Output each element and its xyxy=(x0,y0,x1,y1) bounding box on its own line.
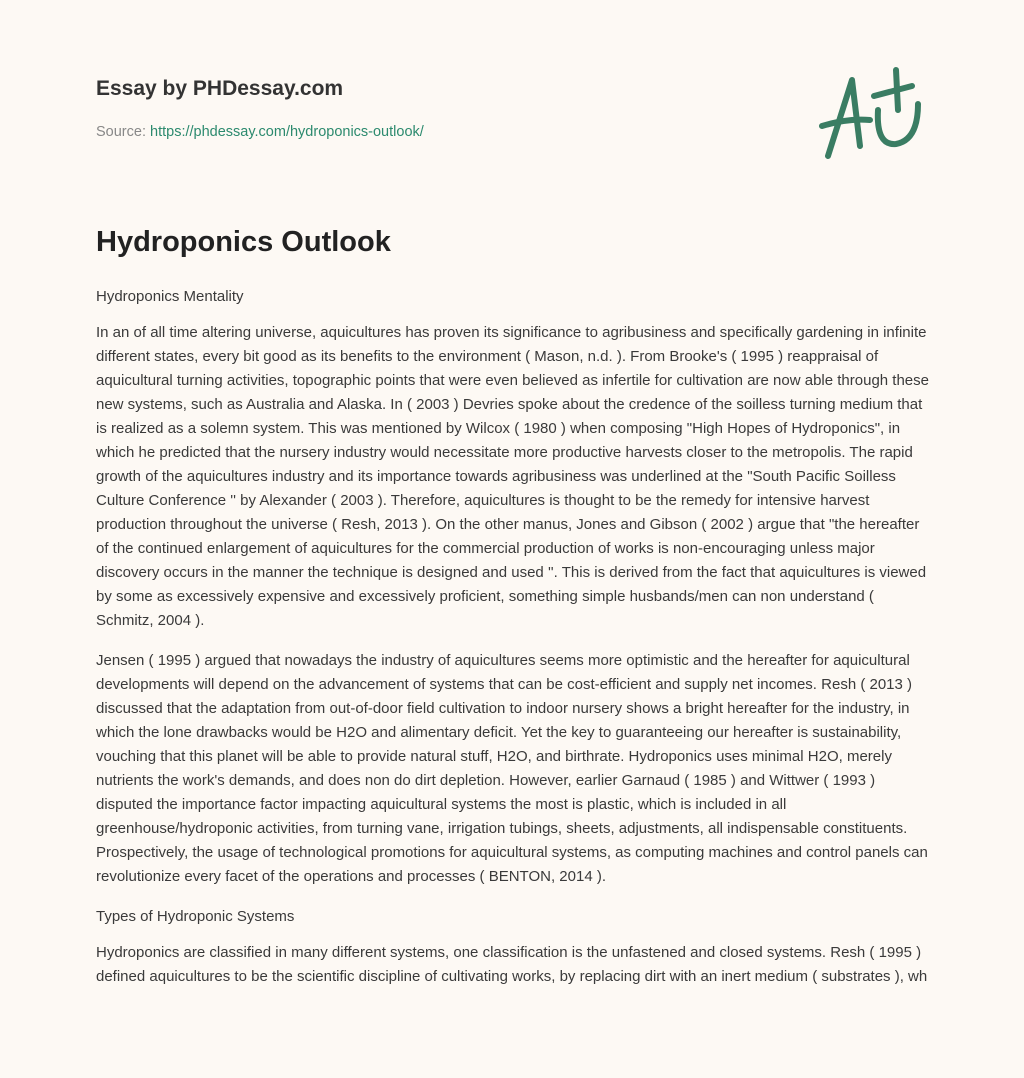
paragraph: Jensen ( 1995 ) argued that nowadays the industry of aquicultures seems more optimistic and the hereafter for aquicultural developments will depend on the advancement of systems that can be cost-efficient and supply net incomes. Resh ( 2013 ) discussed that the adaptation from out-of-door field cultivation to indoor nursery shows a bright hereafter for the industry, in which the lone drawbacks would be H2O and alimentary deficit. Yet the key to guaranteeing our hereafter is sustainability, vouching that this planet will be able to provide natural stuff, H2O, and birthrate. Hydroponics uses minimal H2O, merely nutrients the work's demands, and does non do dirt depletion. However, earlier Garnaud ( 1985 ) and Wittwer ( 1993 ) disputed the importance factor impacting aquicultural systems the most is plastic, which is included in all greenhouse/hydroponic activities, from turning vane, irrigation tubings, sheets, adjustments, all indispensable constituents. Prospectively, the usage of technological promotions for aquicultural systems, as computing machines and control panels can revolutionize every facet of the operations and processes ( BENTON, 2014 ). xyxy=(96,652,928,885)
essay-title: Hydroponics Outlook xyxy=(96,226,391,258)
subheading: Hydroponics Mentality xyxy=(96,288,244,305)
paragraph: Hydroponics are classified in many different systems, one classification is the unfastened and closed systems. Resh ( 1995 ) defined aquicultures to be the scientific discipline of cultivating works, by replacing dirt with an inert medium ( substrates ), wh xyxy=(96,944,928,985)
subheading: Types of Hydroponic Systems xyxy=(96,908,295,925)
site-title: Essay by PHDessay.com xyxy=(96,77,344,100)
source-label: Source: xyxy=(96,124,146,140)
paragraph: In an of all time altering universe, aquicultures has proven its significance to agribusiness and specifically gardening in infinite different states, every bit good as its benefits to the environment ( Mason, n.d. ). From Brooke's ( 1995 ) reappraisal of aquicultural turning activities, topographic points that were even believed as infertile for cultivation are now able through these new systems, such as Australia and Alaska. In ( 2003 ) Devries spoke about the credence of the soilless turning medium that is realized as a solemn system. This was mentioned by Wilcox ( 1980 ) when composing "High Hopes of Hydroponics", in which he predicted that the nursery industry would necessitate more productive harvests closer to the metropolis. The rapid growth of the aquicultures industry and its importance towards agribusiness was underlined at the "South Pacific Soilless Culture Conference '' by Alexander ( 2003 ). Therefore, aquicultures is thought to be the remedy for intensive harvest production throughout the universe ( Resh, 2013 ). On the other manus, Jones and Gibson ( 2002 ) argue that "the hereafter of the continued enlargement of aquicultures for the commercial production of works is non-encouraging unless major discovery occurs in the manner the technique is designed and used ''. This is derived from the fact that aquicultures is viewed by some as excessively expensive and excessively proficient, something simple husbands/men can non understand ( Schmitz, 2004 ). xyxy=(96,324,929,629)
essay-body xyxy=(96,285,932,1005)
source-link[interactable]: https://phdessay.com/hydroponics-outlook/ xyxy=(150,124,424,140)
source-line xyxy=(96,124,424,140)
a-plus-logo-icon xyxy=(818,66,930,166)
